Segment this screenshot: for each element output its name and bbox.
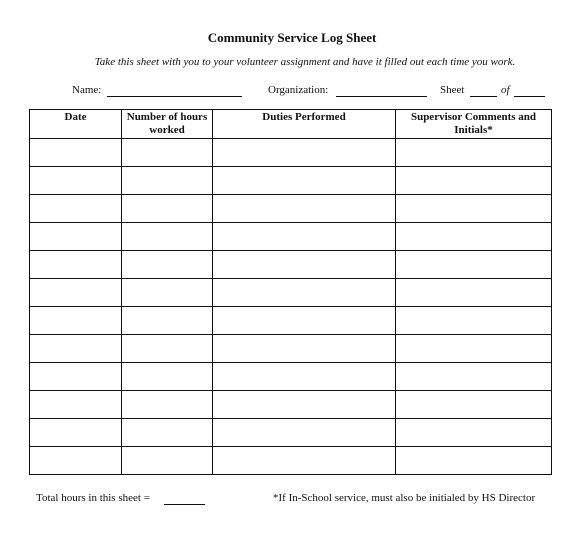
supervisor-cell[interactable]: [396, 251, 552, 279]
duties-cell[interactable]: [213, 363, 396, 391]
sheet-label: Sheet: [440, 84, 465, 96]
column-header-supervisor: Supervisor Comments and Initials*: [396, 110, 552, 139]
hours-cell[interactable]: [122, 419, 213, 447]
supervisor-cell[interactable]: [396, 419, 552, 447]
duties-cell[interactable]: [213, 167, 396, 195]
supervisor-cell[interactable]: [396, 167, 552, 195]
duties-cell[interactable]: [213, 279, 396, 307]
date-cell[interactable]: [30, 307, 122, 335]
name-label: Name:: [72, 84, 102, 96]
log-table: [29, 109, 552, 475]
date-cell[interactable]: [30, 195, 122, 223]
date-cell[interactable]: [30, 139, 122, 167]
hours-cell[interactable]: [122, 391, 213, 419]
date-cell[interactable]: [30, 167, 122, 195]
hours-cell[interactable]: [122, 139, 213, 167]
sheet-total-field[interactable]: [514, 96, 545, 97]
column-header-date: Date: [30, 110, 122, 139]
instructions-text: Take this sheet with you to your volunteer assignment and have it filled out each time you work.: [94, 56, 516, 68]
table-row: [30, 223, 552, 251]
table-row: [30, 447, 552, 475]
hours-cell[interactable]: [122, 447, 213, 475]
duties-cell[interactable]: [213, 391, 396, 419]
duties-cell[interactable]: [213, 251, 396, 279]
duties-cell[interactable]: [213, 419, 396, 447]
duties-cell[interactable]: [213, 335, 396, 363]
column-header-hours: Number of hours worked: [122, 110, 213, 139]
hours-cell[interactable]: [122, 307, 213, 335]
supervisor-cell[interactable]: [396, 307, 552, 335]
table-row: [30, 363, 552, 391]
date-cell[interactable]: [30, 391, 122, 419]
duties-cell[interactable]: [213, 139, 396, 167]
date-cell[interactable]: [30, 251, 122, 279]
supervisor-cell[interactable]: [396, 139, 552, 167]
supervisor-cell[interactable]: [396, 447, 552, 475]
page-title: Community Service Log Sheet: [207, 30, 377, 45]
table-row: [30, 419, 552, 447]
hours-cell[interactable]: [122, 363, 213, 391]
hours-cell[interactable]: [122, 251, 213, 279]
name-field[interactable]: [107, 96, 242, 97]
table-row: [30, 391, 552, 419]
supervisor-cell[interactable]: [396, 195, 552, 223]
supervisor-cell[interactable]: [396, 335, 552, 363]
table-header-row: [30, 110, 552, 139]
total-hours-label: Total hours in this sheet =: [36, 492, 150, 504]
supervisor-cell[interactable]: [396, 223, 552, 251]
supervisor-cell[interactable]: [396, 363, 552, 391]
duties-cell[interactable]: [213, 447, 396, 475]
hours-cell[interactable]: [122, 223, 213, 251]
table-row: [30, 251, 552, 279]
date-cell[interactable]: [30, 419, 122, 447]
duties-cell[interactable]: [213, 195, 396, 223]
table-row: [30, 139, 552, 167]
table-row: [30, 335, 552, 363]
hours-cell[interactable]: [122, 335, 213, 363]
table-row: [30, 167, 552, 195]
table-row: [30, 195, 552, 223]
date-cell[interactable]: [30, 447, 122, 475]
supervisor-cell[interactable]: [396, 391, 552, 419]
table-row: [30, 307, 552, 335]
of-label: of: [501, 84, 510, 96]
column-header-duties: Duties Performed: [213, 110, 396, 139]
supervisor-cell[interactable]: [396, 279, 552, 307]
hours-cell[interactable]: [122, 167, 213, 195]
date-cell[interactable]: [30, 363, 122, 391]
date-cell[interactable]: [30, 223, 122, 251]
organization-label: Organization:: [268, 84, 329, 96]
date-cell[interactable]: [30, 335, 122, 363]
total-hours-field[interactable]: [164, 504, 205, 505]
organization-field[interactable]: [336, 96, 427, 97]
date-cell[interactable]: [30, 279, 122, 307]
hours-cell[interactable]: [122, 195, 213, 223]
table-row: [30, 279, 552, 307]
hours-cell[interactable]: [122, 279, 213, 307]
sheet-number-field[interactable]: [470, 96, 497, 97]
duties-cell[interactable]: [213, 307, 396, 335]
duties-cell[interactable]: [213, 223, 396, 251]
footnote: *If In-School service, must also be initialed by HS Director: [273, 492, 536, 504]
